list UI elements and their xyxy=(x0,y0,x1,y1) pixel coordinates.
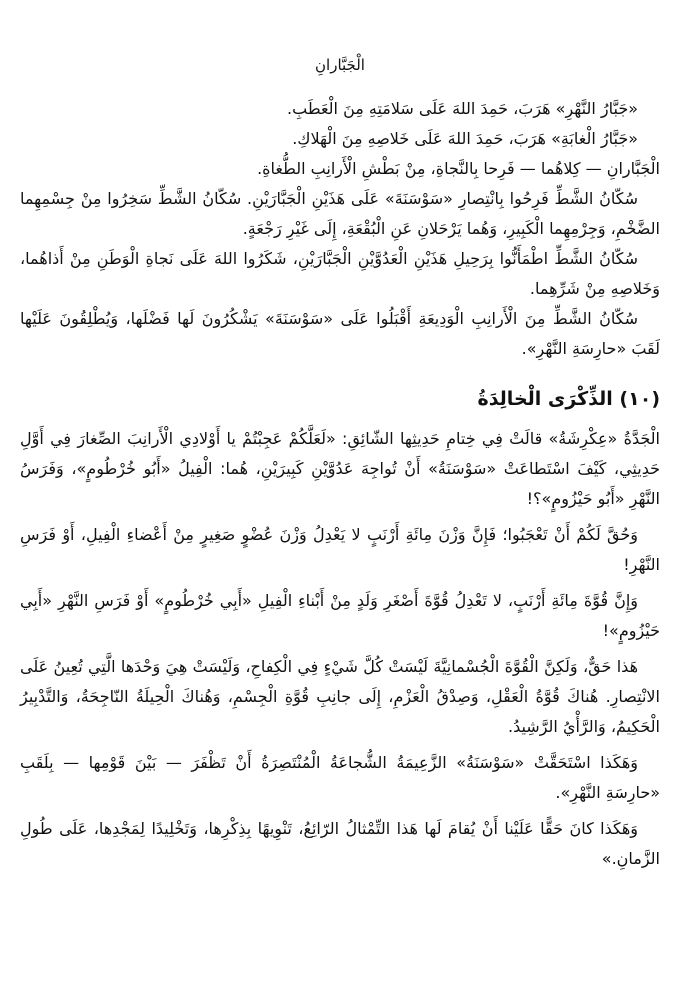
paragraph: وَحُقَّ لَكُمْ أَنْ تَعْجَبُوا؛ فَإِنَّ وَزْنَ مِائَةِ أَرْنَبٍ لا يَعْدِلُ وَزْنَ عُضْوٍ صَغِيرٍ مِنْ أَعْضاءِ الْفِيلِ، أَوْ فَرَسِ النَّهْرِ! xyxy=(20,525,660,574)
paragraph: سُكّانُ الشَّطِّ فَرِحُوا بِانْتِصارِ «سَوْسَنَةَ» عَلَى هَذَيْنِ الْجَبَّارَيْنِ. سُكّانُ الشَّطِّ سَخِرُوا مِنْ جِسْمِهِما الضَّخْمِ، وَجِرْمِهِما الْكَبِيرِ، وَهُما يَرْحَلانِ عَنِ الْبُقْعَةِ، إِلَى غَيْرِ رَجْعَةٍ. xyxy=(20,189,660,238)
paragraph: الْجَبَّارانِ — كِلاهُما — فَرِحا بِالنَّجاةِ، مِنْ بَطْشِ الْأَرانِبِ الطُّغاةِ. xyxy=(257,159,660,178)
paragraph: وَهَكَذا كانَ حَقًّا عَلَيْنا أَنْ يُقامَ لَها هَذا التِّمْثالُ الرّائِعُ، تَنْوِيهًا بِذِكْرِها، وَتَخْلِيدًا لِمَجْدِها، عَلَى طُولِ الزَّمانِ.» xyxy=(20,819,660,868)
book-page xyxy=(20,0,660,1000)
paragraph: سُكّانُ الشَّطِّ مِنَ الْأَرانِبِ الْوَدِيعَةِ أَقْبَلُوا عَلَى «سَوْسَنَةَ» يَشْكُرُونَ لَها فَضْلَها، وَيُطْلِقُونَ عَلَيْها لَقَبَ «حارِسَةِ النَّهْرِ». xyxy=(20,309,660,358)
paragraph: «جَبَّارُ الْغابَةِ» هَرَبَ، حَمِدَ اللهَ عَلَى خَلاصِهِ مِنَ الْهَلاكِ. xyxy=(292,129,638,148)
paragraph: «جَبَّارُ النَّهْرِ» هَرَبَ، حَمِدَ اللهَ عَلَى سَلامَتِهِ مِنَ الْعَطَبِ. xyxy=(287,99,638,118)
paragraph: وَهَكَذا اسْتَحَقَّتْ «سَوْسَنَةُ» الزَّعِيمَةُ الشُّجاعَةُ الْمُنْتَصِرَةُ أَنْ تَظْفَرَ — بَيْنَ قَوْمِها — بِلَقَبِ «حارِسَةِ النَّهْرِ». xyxy=(20,753,660,802)
paragraph: وَإِنَّ قُوَّةَ مِائَةِ أَرْنَبٍ، لا تَعْدِلُ قُوَّةَ أَصْغَرِ وَلَدٍ مِنْ أَبْناءِ الْفِيلِ «أَبِي خُرْطُومٍ» أَوْ فَرَسِ النَّهْرِ «أَبِي حَيْزُومٍ»! xyxy=(20,591,660,640)
paragraph: الْجَدَّةُ «عِكْرِشَةُ» قالَتْ فِي خِتامِ حَدِيثِها الشّائِقِ: «لَعَلَّكُمْ عَجِبْتُمْ يا أَوْلادِي الْأَرانِبَ الصِّغارَ فِي أَوَّلِ حَدِيثِي، كَيْفَ اسْتَطاعَتْ «سَوْسَنَةُ» أَنْ تُواجِهَ عَدُوَّيْنِ كَبِيرَيْنِ، هُما: الْفِيلُ «أَبُو خُرْطُومٍ»، وَفَرَسُ النَّهْرِ «أَبُو حَيْزُومٍ»؟! xyxy=(20,429,660,508)
chapter-body xyxy=(20,424,660,874)
running-header: الْجَبَّارانِ xyxy=(315,56,365,74)
paragraph: سُكّانُ الشَّطِّ اطْمَأَنُّوا بِرَحِيلِ هَذَيْنِ الْعَدُوَّيْنِ الْجَبَّارَيْنِ، شَكَرُوا اللهَ عَلَى نَجاةِ الْوَطَنِ مِنْ أَذاهُما، وَخَلاصِهِ مِنْ شَرِّهِما. xyxy=(20,249,660,298)
chapter-title: (١٠) الذِّكْرَى الْخالِدَةُ xyxy=(477,388,660,410)
paragraph: هَذا حَقٌّ، وَلَكِنَّ الْقُوَّةَ الْجُسْمانِيَّةَ لَيْسَتْ كُلَّ شَيْءٍ فِي الْكِفاحِ، وَلَيْسَتْ هِيَ وَحْدَها الَّتِي تُعِينُ عَلَى الانْتِصارِ. هُناكَ قُوَّةُ الْعَقْلِ، وَصِدْقُ الْعَزْمِ، إِلَى جانِبِ قُوَّةِ الْجِسْمِ، وَهُناكَ الْحِيلَةُ النّاجِحَةُ، وَالتَّدْبِيرُ الْحَكِيمُ، وَالرَّأْيُ الرَّشِيدُ. xyxy=(20,657,660,736)
section-one xyxy=(20,94,660,364)
